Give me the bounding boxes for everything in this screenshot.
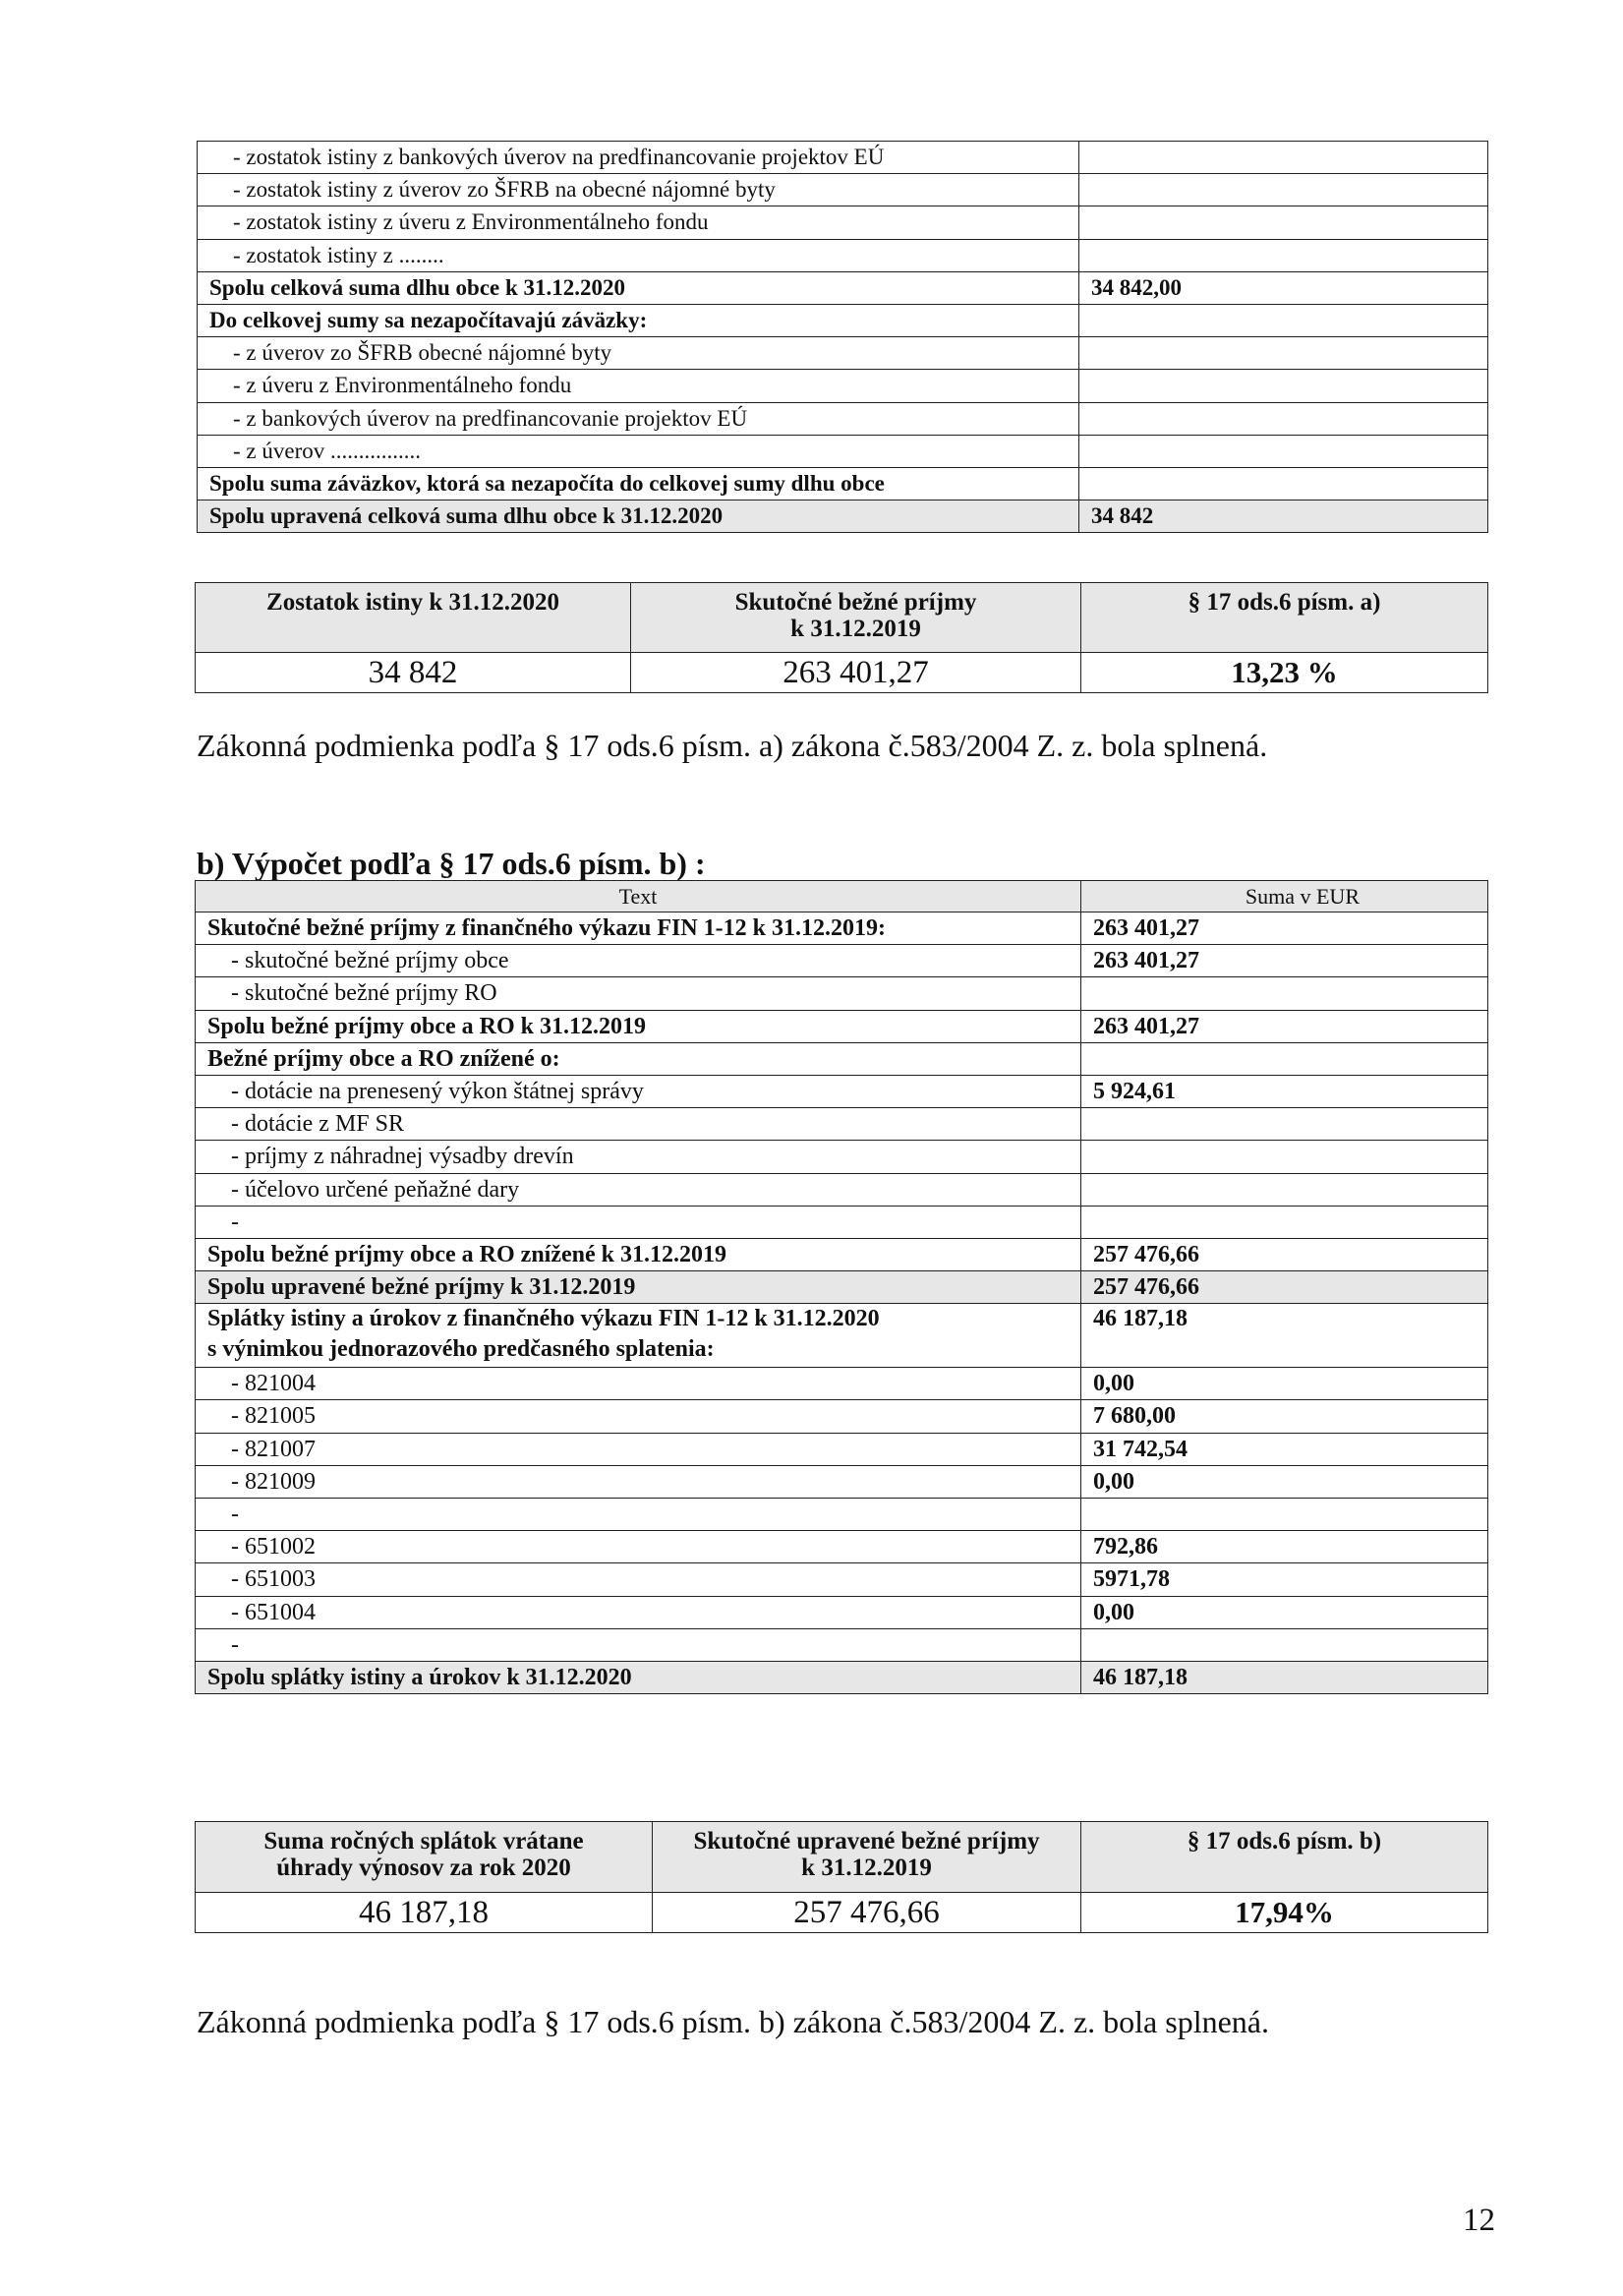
calc-table-row-value: 5971,78 <box>1081 1563 1488 1596</box>
debt-table-row-label: Do celkovej sumy sa nezapočítavajú záväzky: <box>198 304 1079 336</box>
calc-table-row-label: - 651002 <box>196 1531 1081 1563</box>
calc-table-row-value: 0,00 <box>1081 1368 1488 1400</box>
debt-table-row <box>198 467 1488 500</box>
debt-table-row-value <box>1079 142 1488 174</box>
debt-table-row <box>198 402 1488 435</box>
debt-table-row <box>198 435 1488 467</box>
calc-table-row-label: - 651004 <box>196 1596 1081 1628</box>
calc-table-row-value <box>1081 1141 1488 1173</box>
debt-table-row <box>198 304 1488 336</box>
calc-table-row-label: Spolu splátky istiny a úrokov k 31.12.2020 <box>196 1661 1081 1693</box>
debt-table-row <box>198 271 1488 304</box>
calc-table-row-label: Bežné príjmy obce a RO znížené o: <box>196 1042 1081 1075</box>
calc-table-row-label: - dotácie z MF SR <box>196 1108 1081 1141</box>
debt-table-row-label: - zostatok istiny z úverov zo ŠFRB na obecné nájomné byty <box>198 174 1079 206</box>
calc-table-row-value: 46 187,18 <box>1081 1304 1488 1368</box>
calc-table-row <box>196 1010 1488 1042</box>
calc-table-row <box>196 1368 1488 1400</box>
ratio-b-value-row <box>196 1893 1488 1933</box>
debt-table-row <box>198 239 1488 271</box>
debt-table-row-label: - zostatok istiny z bankových úverov na predfinancovanie projektov EÚ <box>198 142 1079 174</box>
calc-table-row <box>196 1075 1488 1107</box>
calc-table-row-label: - príjmy z náhradnej výsadby drevín <box>196 1141 1081 1173</box>
calc-table-row-value: 31 742,54 <box>1081 1433 1488 1465</box>
debt-table-row-value <box>1079 174 1488 206</box>
calc-table-row-label: - <box>196 1206 1081 1238</box>
calc-table-row <box>196 1400 1488 1433</box>
debt-table-row-value: 34 842 <box>1079 500 1488 533</box>
calc-table-row <box>196 1108 1488 1141</box>
ratio-a-header-current-revenue: Skutočné bežné príjmy k 31.12.2019 <box>631 583 1081 653</box>
calc-table-row-value: 263 401,27 <box>1081 945 1488 977</box>
calc-table-row <box>196 1173 1488 1206</box>
debt-table-row-label: - z úverov ................ <box>198 435 1079 467</box>
debt-table-row-label: Spolu celková suma dlhu obce k 31.12.2020 <box>198 271 1079 304</box>
ratio-b-value-percent: 17,94% <box>1081 1893 1488 1933</box>
calc-table-row-label: - <box>196 1628 1081 1661</box>
calc-table-row <box>196 1465 1488 1498</box>
calc-table-row-value <box>1081 1628 1488 1661</box>
ratio-a-header-remaining-principal: Zostatok istiny k 31.12.2020 <box>196 583 631 653</box>
ratio-a-header-paragraph: § 17 ods.6 písm. a) <box>1081 583 1488 653</box>
calc-table-row <box>196 1141 1488 1173</box>
calc-table-row <box>196 945 1488 977</box>
calc-table-row-value: 0,00 <box>1081 1596 1488 1628</box>
ratio-a-value-remaining-principal: 34 842 <box>196 653 631 693</box>
calc-table-row <box>196 913 1488 945</box>
calc-table-row-label: Skutočné bežné príjmy z finančného výkazu FIN 1-12 k 31.12.2019: <box>196 913 1081 945</box>
calc-table-row-label: Splátky istiny a úrokov z finančného výkazu FIN 1-12 k 31.12.2020 s výnimkou jednorazového predčasného splatenia: <box>196 1304 1081 1368</box>
calc-table-row-label: - 821009 <box>196 1465 1081 1498</box>
calc-table-row <box>196 1563 1488 1596</box>
calc-table-row-label: Spolu upravené bežné príjmy k 31.12.2019 <box>196 1271 1081 1304</box>
debt-table-row <box>198 142 1488 174</box>
debt-table-row <box>198 500 1488 533</box>
calc-table-row <box>196 1238 1488 1270</box>
calc-table <box>195 880 1488 1694</box>
calc-table-row-label: - skutočné bežné príjmy RO <box>196 977 1081 1010</box>
debt-table-row <box>198 337 1488 370</box>
ratio-b-value-adjusted-revenue: 257 476,66 <box>653 1893 1081 1933</box>
calc-table-row-value <box>1081 1042 1488 1075</box>
debt-table-row-value <box>1079 370 1488 402</box>
debt-table-row-label: - z úveru z Environmentálneho fondu <box>198 370 1079 402</box>
calc-table-row <box>196 1499 1488 1531</box>
calc-table-row <box>196 977 1488 1010</box>
debt-table-row-label: - z úverov zo ŠFRB obecné nájomné byty <box>198 337 1079 370</box>
debt-table-row-value <box>1079 304 1488 336</box>
debt-table-row-value: 34 842,00 <box>1079 271 1488 304</box>
calc-header-text: Text <box>196 881 1081 913</box>
calc-table-row-value: 5 924,61 <box>1081 1075 1488 1107</box>
ratio-b-table <box>195 1821 1488 1933</box>
calc-table-row <box>196 1206 1488 1238</box>
calc-table-row-label: - dotácie na prenesený výkon štátnej správy <box>196 1075 1081 1107</box>
debt-table-row-label: - zostatok istiny z úveru z Environmentálneho fondu <box>198 206 1079 239</box>
calc-table-row <box>196 1433 1488 1465</box>
debt-table-row <box>198 174 1488 206</box>
calc-table-row <box>196 1596 1488 1628</box>
ratio-a-value-row <box>196 653 1488 693</box>
ratio-a-value-current-revenue: 263 401,27 <box>631 653 1081 693</box>
ratio-a-table <box>195 582 1488 693</box>
calc-table-row-value <box>1081 1499 1488 1531</box>
calc-table-row-label: - 651003 <box>196 1563 1081 1596</box>
ratio-b-header-row <box>196 1822 1488 1893</box>
debt-table-row-label: Spolu suma záväzkov, ktorá sa nezapočíta do celkovej sumy dlhu obce <box>198 467 1079 500</box>
calc-table-row-value <box>1081 1206 1488 1238</box>
calc-table-row-value: 257 476,66 <box>1081 1238 1488 1270</box>
calc-table-row-value <box>1081 977 1488 1010</box>
ratio-b-value-annual-repayments: 46 187,18 <box>196 1893 653 1933</box>
calc-table-row-label: - <box>196 1499 1081 1531</box>
calc-table-row-label: - 821004 <box>196 1368 1081 1400</box>
debt-table-row-value <box>1079 435 1488 467</box>
debt-table-row-label: - z bankových úverov na predfinancovanie projektov EÚ <box>198 402 1079 435</box>
calc-header-sum: Suma v EUR <box>1081 881 1488 913</box>
ratio-a-header-row <box>196 583 1488 653</box>
debt-table-row-label: - zostatok istiny z ........ <box>198 239 1079 271</box>
calc-table-row-value: 257 476,66 <box>1081 1271 1488 1304</box>
ratio-b-header-adjusted-revenue: Skutočné upravené bežné príjmy k 31.12.2019 <box>653 1822 1081 1893</box>
calc-table-row-value <box>1081 1173 1488 1206</box>
calc-table-row-label: - 821005 <box>196 1400 1081 1433</box>
ratio-b-header-paragraph: § 17 ods.6 písm. b) <box>1081 1822 1488 1893</box>
calc-table-row-label: - 821007 <box>196 1433 1081 1465</box>
calc-table-row-value: 7 680,00 <box>1081 1400 1488 1433</box>
debt-table-row-label: Spolu upravená celková suma dlhu obce k 31.12.2020 <box>198 500 1079 533</box>
debt-table-row-value <box>1079 402 1488 435</box>
calc-table-row <box>196 1271 1488 1304</box>
calc-table-row-value <box>1081 1108 1488 1141</box>
calc-table-row-value: 0,00 <box>1081 1465 1488 1498</box>
page-number: 12 <box>1463 2203 1495 2238</box>
debt-table-row-value <box>1079 239 1488 271</box>
section-b-title: b) Výpočet podľa § 17 ods.6 písm. b) : <box>197 846 706 881</box>
calc-table-row <box>196 1628 1488 1661</box>
debt-table-row-value <box>1079 467 1488 500</box>
calc-table-row-value: 263 401,27 <box>1081 1010 1488 1042</box>
calc-table-row <box>196 1661 1488 1693</box>
statement-b: Zákonná podmienka podľa § 17 ods.6 písm. b) zákona č.583/2004 Z. z. bola splnená. <box>197 2004 1269 2039</box>
ratio-a-value-percent: 13,23 % <box>1081 653 1488 693</box>
calc-table-row <box>196 1042 1488 1075</box>
debt-table <box>197 141 1488 533</box>
calc-table-row-value: 46 187,18 <box>1081 1661 1488 1693</box>
calc-table-row-label: - skutočné bežné príjmy obce <box>196 945 1081 977</box>
debt-table-row <box>198 370 1488 402</box>
calc-table-body <box>196 881 1488 1694</box>
debt-table-row-value <box>1079 337 1488 370</box>
statement-a: Zákonná podmienka podľa § 17 ods.6 písm. a) zákona č.583/2004 Z. z. bola splnená. <box>197 728 1268 763</box>
calc-table-row <box>196 1304 1488 1368</box>
debt-table-body <box>198 142 1488 533</box>
ratio-b-header-annual-repayments: Suma ročných splátok vrátane úhrady výnosov za rok 2020 <box>196 1822 653 1893</box>
calc-table-row-value: 263 401,27 <box>1081 913 1488 945</box>
calc-table-row-label: Spolu bežné príjmy obce a RO k 31.12.2019 <box>196 1010 1081 1042</box>
debt-table-row <box>198 206 1488 239</box>
calc-table-row-label: - účelovo určené peňažné dary <box>196 1173 1081 1206</box>
calc-table-row <box>196 1531 1488 1563</box>
calc-table-row-label: Spolu bežné príjmy obce a RO znížené k 31.12.2019 <box>196 1238 1081 1270</box>
calc-table-header-row <box>196 881 1488 913</box>
calc-table-row-value: 792,86 <box>1081 1531 1488 1563</box>
debt-table-row-value <box>1079 206 1488 239</box>
